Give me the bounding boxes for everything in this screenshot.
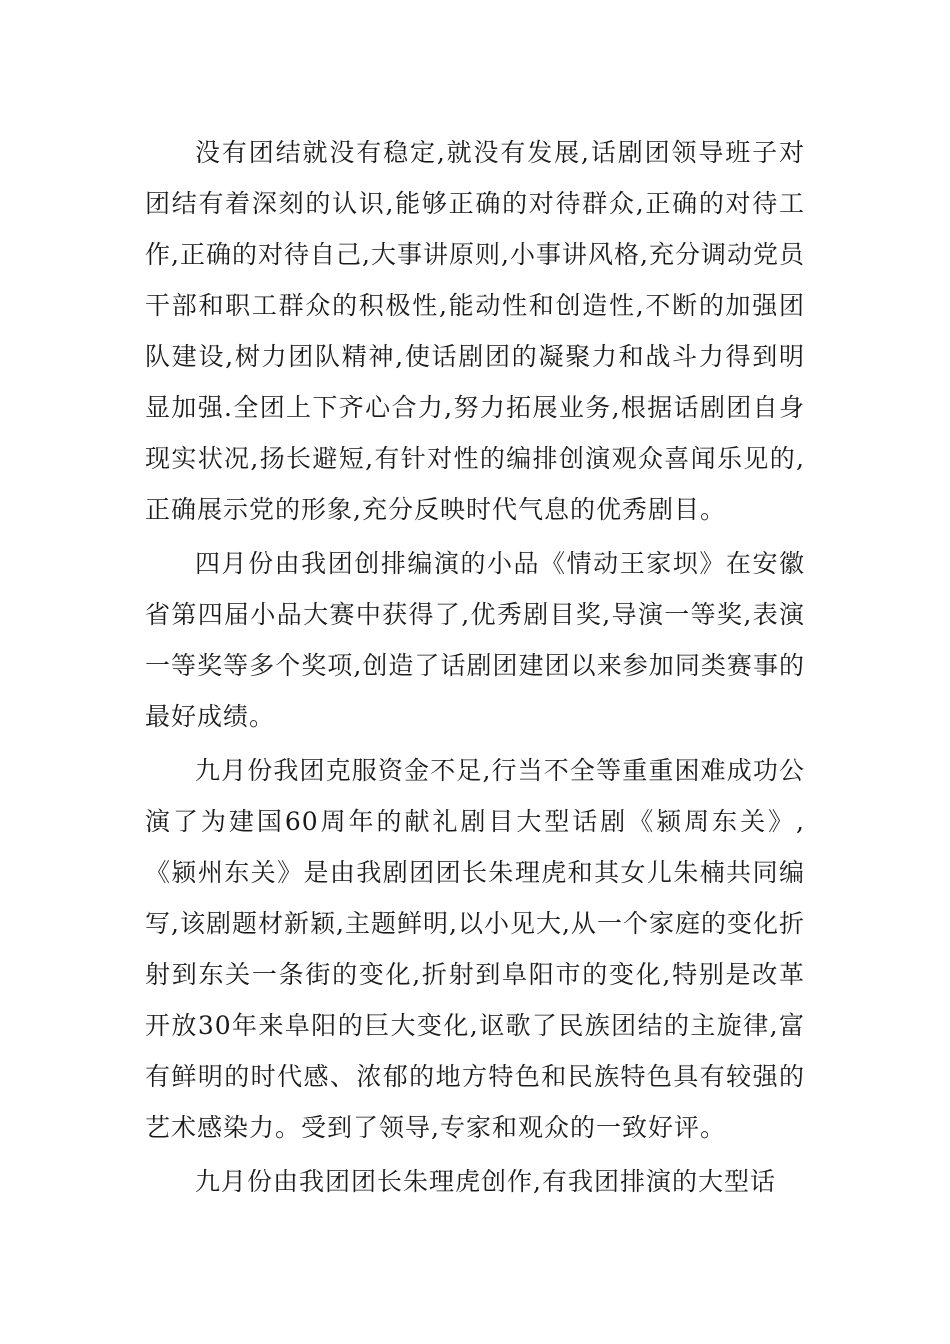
paragraph-unity: 没有团结就没有稳定,就没有发展,话剧团领导班子对团结有着深刻的认识,能够正确的对待群众,正确的对待工作,正确的对待自己,大事讲原则,小事讲风格,充分调动党员干部和职工群众的积极性,能动性和创造性,不断的加强团队建设,树力团队精神,使话剧团的凝聚力和战斗力得到明显加强.全团上下齐心合力,努力拓展业务,根据话剧团自身现实状况,扬长避短,有针对性的编排创演观众喜闻乐见的,正确展示党的形象,充分反映时代气息的优秀剧目。: [145, 138, 805, 524]
paragraph-september-new-play: 九月份由我团团长朱理虎创作,有我团排演的大型话: [195, 1167, 776, 1196]
document-body: [145, 127, 805, 1207]
paragraph-april-skit: 四月份由我团创排编演的小品《情动王家坝》在安徽省第四届小品大赛中获得了,优秀剧目奖,导演一等奖,表演一等奖等多个奖项,创造了话剧团建团以来参加同类赛事的最好成绩。: [145, 549, 805, 731]
paragraph-september-play: 九月份我团克服资金不足,行当不全等重重困难成功公演了为建国60周年的献礼剧目大型话剧《颍周东关》,《颍州东关》是由我剧团团长朱理虎和其女儿朱楠共同编写,该剧题材新颖,主题鲜明,以小见大,从一个家庭的变化折射到东关一条街的变化,折射到阜阳市的变化,特别是改革开放30年来阜阳的巨大变化,讴歌了民族团结的主旋律,富有鲜明的时代感、浓郁的地方特色和民族特色具有较强的艺术感染力。受到了领导,专家和观众的一致好评。: [145, 756, 805, 1142]
